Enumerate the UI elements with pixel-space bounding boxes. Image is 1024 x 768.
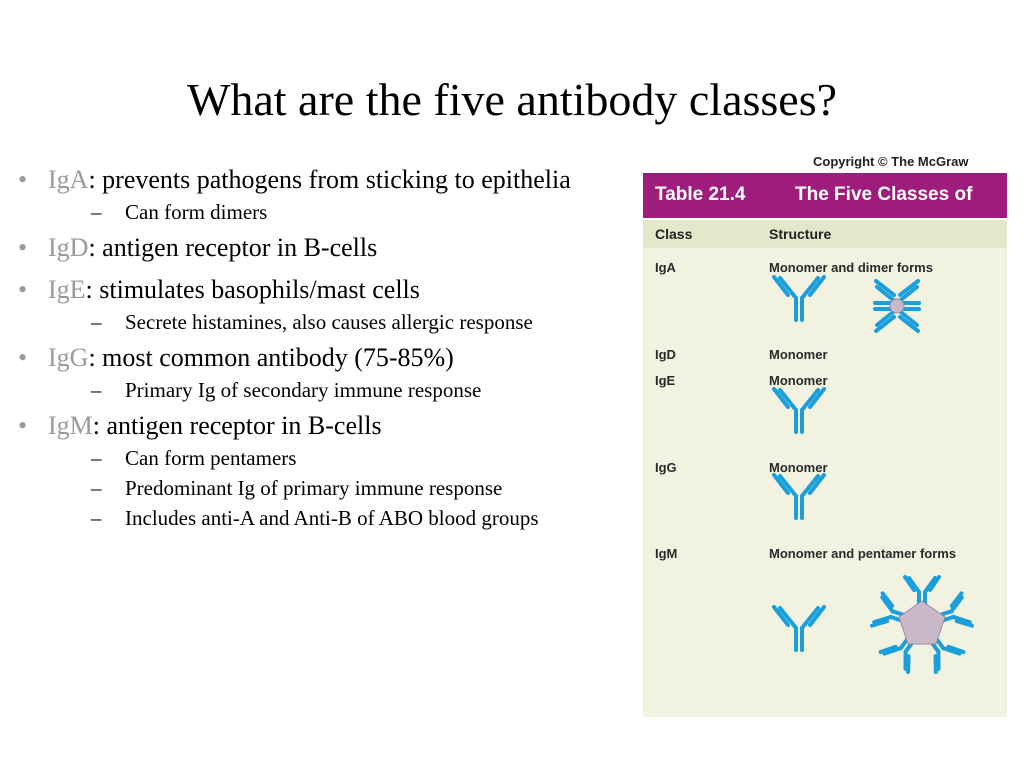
row-structure-igm: Monomer and pentamer forms <box>769 546 957 561</box>
sub-bullet-text: Can form dimers <box>125 200 268 224</box>
table-number: Table 21.4 <box>655 184 746 205</box>
column-header-structure: Structure <box>769 226 832 242</box>
bullet-ige <box>18 274 618 336</box>
igd-ige-monomer-icon <box>774 389 824 432</box>
table-title-band <box>643 173 1007 218</box>
row-class-igg: IgG <box>655 460 677 475</box>
sub-bullet: – Can form dimers <box>91 200 268 224</box>
bullet-label: IgD <box>48 233 89 262</box>
bullet-text: : antigen receptor in B-cells <box>88 233 378 262</box>
row-structure-ige: Monomer <box>769 373 828 388</box>
row-class-igd: IgD <box>655 347 676 362</box>
sub-bullet-text: Can form pentamers <box>125 446 297 470</box>
table-title: The Five Classes of <box>795 184 973 205</box>
slide-title: What are the five antibody classes? <box>186 74 838 125</box>
bullet-label: IgE <box>48 275 86 304</box>
row-class-iga: IgA <box>655 260 676 275</box>
copyright-note: Copyright © The McGraw <box>813 154 969 169</box>
bullet-label: IgM <box>48 411 93 440</box>
sub-bullet-text: Predominant Ig of primary immune response <box>125 476 503 500</box>
bullet-dot: • <box>18 233 28 262</box>
bullet-dot: • <box>18 411 28 440</box>
sub-bullet-text: Primary Ig of secondary immune response <box>125 378 482 402</box>
bullet-dot: • <box>18 165 28 194</box>
bullet-iga <box>18 164 618 226</box>
row-structure-igg: Monomer <box>769 460 828 475</box>
antibody-classes-table-figure <box>643 150 1007 717</box>
bullet-dot: • <box>18 343 28 372</box>
row-class-ige: IgE <box>655 373 676 388</box>
antibody-structure-illustrations <box>643 248 1007 717</box>
sub-bullet: – Includes anti-A and Anti-B of ABO blood groups <box>91 506 539 530</box>
bullet-text: : antigen receptor in B-cells <box>92 411 382 440</box>
bullet-text: : prevents pathogens from sticking to epithelia <box>88 165 571 194</box>
iga-dimer-icon <box>875 281 919 331</box>
table-header-row <box>643 220 1007 248</box>
sub-bullet: – Secrete histamines, also causes allergic response <box>91 310 533 334</box>
row-structure-iga: Monomer and dimer forms <box>769 260 933 275</box>
bullet-igd <box>18 232 618 264</box>
bullet-text: : stimulates basophils/mast cells <box>85 275 420 304</box>
bullet-igm <box>18 410 618 532</box>
table-body <box>643 248 1007 717</box>
bullet-label: IgG <box>48 343 89 372</box>
igm-monomer-icon <box>774 607 824 650</box>
sub-bullet-text: Includes anti-A and Anti-B of ABO blood groups <box>125 506 539 530</box>
igg-monomer-icon <box>774 475 824 518</box>
bullet-text: : most common antibody (75-85%) <box>88 343 454 372</box>
sub-bullet: – Can form pentamers <box>91 446 297 470</box>
bullet-igg <box>18 342 618 404</box>
iga-monomer-icon <box>774 277 824 320</box>
column-header-class: Class <box>655 226 693 242</box>
bullet-list <box>18 160 618 538</box>
bullet-label: IgA <box>48 165 89 194</box>
bullet-dot: • <box>18 275 28 304</box>
sub-bullet: – Primary Ig of secondary immune response <box>91 378 482 402</box>
sub-bullet: – Predominant Ig of primary immune response <box>91 476 503 500</box>
sub-bullet-text: Secrete histamines, also causes allergic response <box>125 310 533 334</box>
row-class-igm: IgM <box>655 546 678 561</box>
igm-pentamer-icon <box>872 577 972 672</box>
row-structure-igd: Monomer <box>769 347 828 362</box>
